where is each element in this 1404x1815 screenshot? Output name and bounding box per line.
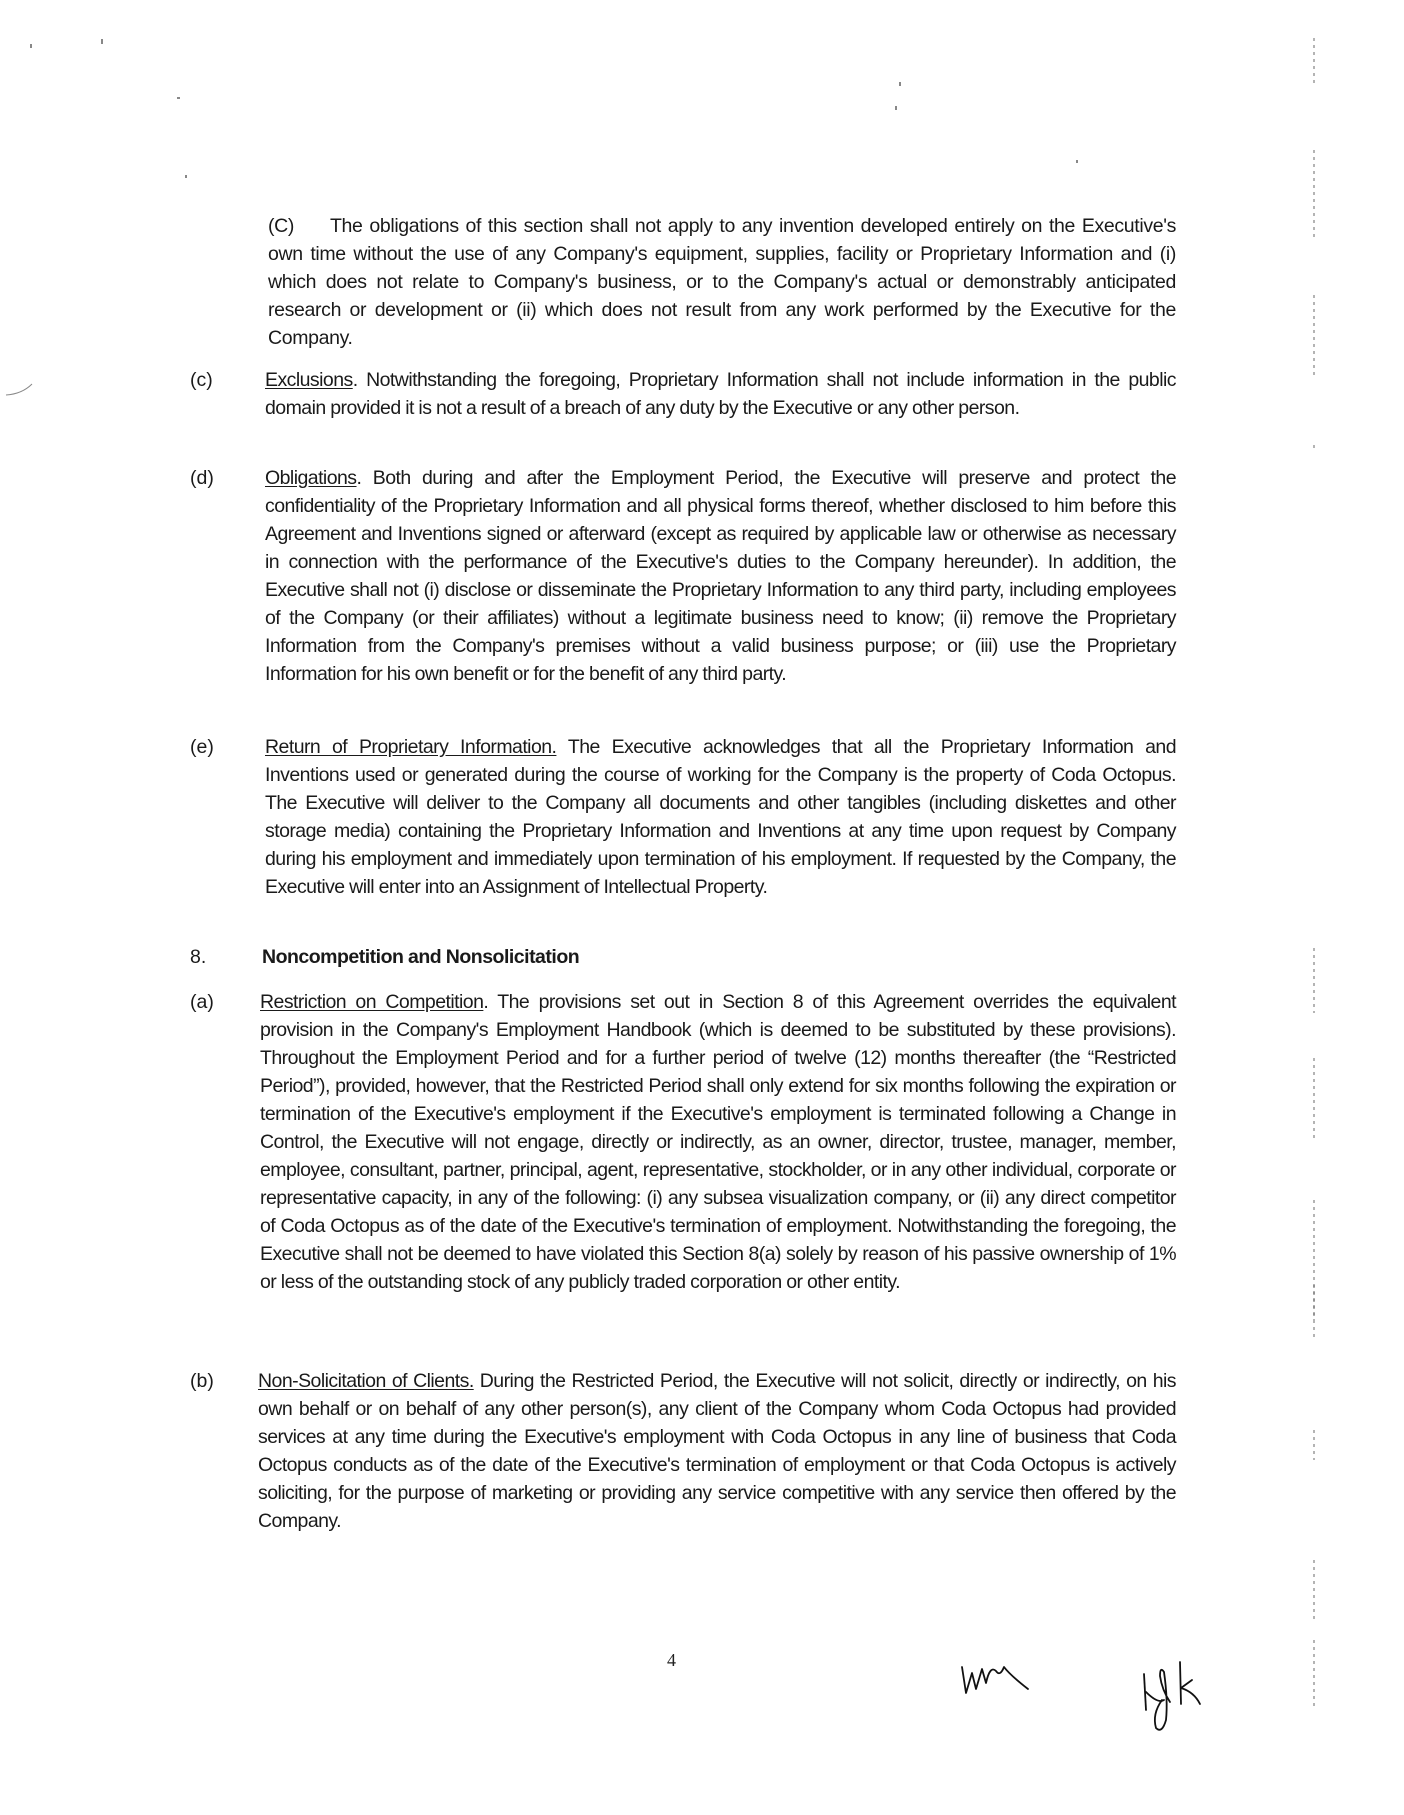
- scan-speck: [185, 175, 187, 178]
- initials-signature-wm: [960, 1655, 1030, 1705]
- clause-text: . The provisions set out in Section 8 of this Agreement overrides the equivalent provision in the Company's Employment Handbook (which is deemed to be substituted by these provisions). Throughout the Employment Period and for a further period of twelve (12) months thereafter (the “Restricted Period”), provided, however, that the Restricted Period shall only extend for six months following the expiration or termination of the Executive's employment if the Executive's employment is terminated following a Change in Control, the Executive will not engage, directly or indirectly, as an owner, director, trustee, manager, member, employee, consultant, partner, principal, agent, representative, stockholder, or in any other individual, corporate or representative capacity, in any of the following: (i) any subsea visualization company, or (ii) any direct competitor of Coda Octopus as of the date of the Executive's termination of employment. Notwithstanding the foregoing, the Executive shall not be deemed to have violated this Section 8(a) solely by reason of his passive ownership of 1% or less of the outstanding stock of any publicly traded corporation or other entity.: [260, 991, 1176, 1293]
- clause-body: [268, 212, 1176, 352]
- clause-body: [265, 733, 1176, 901]
- clause-heading: Non-Solicitation of Clients.: [258, 1370, 474, 1392]
- scan-edge-strip: [1313, 1430, 1315, 1460]
- clause-body: [265, 366, 1176, 422]
- clause-body: [265, 464, 1176, 688]
- clause-heading: Obligations: [265, 467, 357, 489]
- scan-edge-strip: [1313, 38, 1315, 83]
- clause-label: (e): [190, 736, 214, 758]
- clause-text: The obligations of this section shall not apply to any invention developed entirely on the Executive's own time without the use of any Company's equipment, supplies, facility or Proprietary Information and (i) which does not relate to Company's business, or to the Company's actual or demonstrably anticipated research or development or (ii) which does not result from any work performed by the Executive for the Company.: [268, 215, 1176, 349]
- scan-speck: [30, 44, 32, 48]
- clause-text: During the Restricted Period, the Executive will not solicit, directly or indirectly, on his own behalf or on behalf of any other person(s), any client of the Company whom Coda Octopus had provided services at any time during the Executive's employment with Coda Octopus in any line of business that Coda Octopus conducts as of the date of the Executive's termination of employment or that Coda Octopus is actively soliciting, for the purpose of marketing or providing any service competitive with any service then offered by the Company.: [258, 1370, 1177, 1532]
- scan-curve-mark: [4, 378, 34, 398]
- scan-edge-strip: [1313, 1058, 1315, 1138]
- clause-heading: Exclusions: [265, 369, 353, 391]
- page-number: 4: [667, 1650, 676, 1670]
- scan-edge-strip: [1313, 1285, 1315, 1340]
- scan-edge-strip: [1313, 150, 1315, 240]
- clause-label: (d): [190, 467, 214, 489]
- scan-speck: [899, 82, 901, 86]
- clause-label: (c): [190, 369, 213, 391]
- clause-label: (a): [190, 991, 214, 1013]
- section-number: 8.: [190, 946, 207, 968]
- clause-heading: Restriction on Competition: [260, 991, 484, 1013]
- scan-speck: [177, 97, 180, 99]
- scan-speck: [1076, 160, 1078, 163]
- clause-body: [260, 988, 1176, 1296]
- clause-text: . Both during and after the Employment Period, the Executive will preserve and protect the confidentiality of the Proprietary Information and all physical forms thereof, whether disclosed to him before this Agreement and Inventions signed or afterward (except as required by applicable law or otherwise as necessary in connection with the performance of the Executive's duties to the Company hereunder). In addition, the Executive shall not (i) disclose or disseminate the Proprietary Information to any third party, including employees of the Company (or their affiliates) without a legitimate business need to know; (ii) remove the Proprietary Information from the Company's premises without a valid business purpose; or (iii) use the Proprietary Information for his own benefit or for the benefit of any third party.: [265, 467, 1176, 685]
- scan-edge-strip: [1313, 948, 1315, 1013]
- clause-body: [258, 1367, 1176, 1535]
- scan-speck: [895, 106, 897, 110]
- clause-heading: Return of Proprietary Information.: [265, 736, 557, 758]
- clause-label: (C): [268, 215, 295, 237]
- scan-edge-strip: [1313, 445, 1315, 450]
- scan-edge-strip: [1313, 1640, 1315, 1710]
- clause-text: The Executive acknowledges that all the Proprietary Information and Inventions used or generated during the course of working for the Company is the property of Coda Octopus. The Executive will deliver to the Company all documents and other tangibles (including diskettes and other storage media) containing the Proprietary Information and Inventions at any time upon request by Company during his employment and immediately upon termination of his employment. If requested by the Company, the Executive will enter into an Assignment of Intellectual Property.: [265, 736, 1177, 898]
- scan-speck: [101, 39, 103, 44]
- clause-label: (b): [190, 1370, 214, 1392]
- initials-signature-kdk: [1140, 1660, 1220, 1735]
- clause-text: . Notwithstanding the foregoing, Proprietary Information shall not include information in the public domain provided it is not a result of a breach of any duty by the Executive or any other person.: [265, 369, 1176, 419]
- scan-edge-strip: [1313, 295, 1315, 375]
- section-title: Noncompetition and Nonsolicitation: [262, 946, 580, 968]
- scan-edge-strip: [1313, 1560, 1315, 1620]
